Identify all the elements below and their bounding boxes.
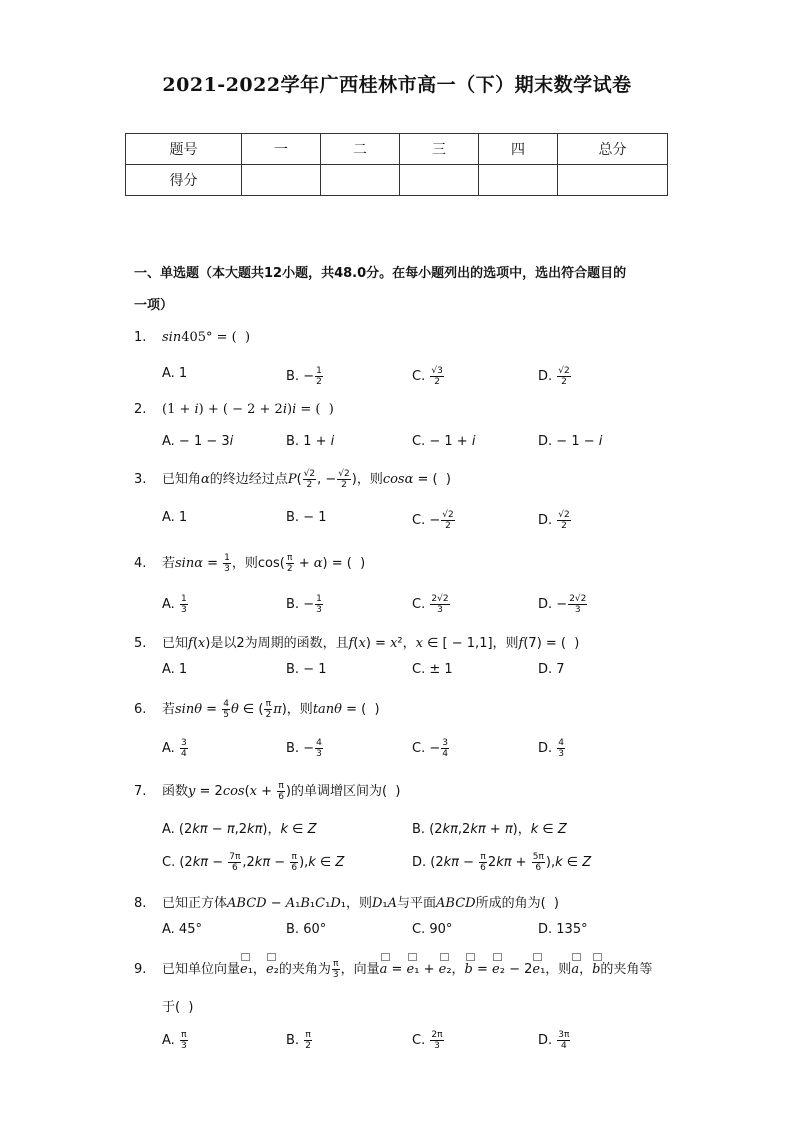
header-cell: 二 xyxy=(321,134,400,165)
score-cell[interactable] xyxy=(558,165,668,196)
question-3: 3. 已知角α的终边经过点P( $\frac{√2}{2}$ , − $\frac{√2}{2}$ )，则cosα = ( ) xyxy=(134,469,451,490)
question-9-cont: 于( ) xyxy=(162,1000,194,1015)
score-cell[interactable] xyxy=(321,165,400,196)
score-cell[interactable] xyxy=(479,165,558,196)
score-table xyxy=(125,133,668,196)
header-cell: 四 xyxy=(479,134,558,165)
question-number: 1. xyxy=(134,330,147,345)
question-6: 6. 若sinθ = $\frac{4}{5}$ θ ∈ ( $\frac{\pi}{2}$ π)，则tanθ = ( ) xyxy=(134,699,380,720)
score-row-label: 得分 xyxy=(126,165,242,196)
header-cell: 总分 xyxy=(558,134,668,165)
question-4: 4. 若sinα = $\frac{1}{3}$ ，则cos( $\frac{\pi}{2}$ + α) = ( ) xyxy=(134,553,366,574)
header-cell: 一 xyxy=(242,134,321,165)
question-5: 5. 已知f(x)是以2为周期的函数，且f(x) = x²，x ∈ [ − 1,1]，则f(7) = ( ) xyxy=(134,636,580,651)
score-table-score-row xyxy=(126,165,668,196)
section-heading-line2: 一项） xyxy=(134,298,174,313)
header-cell: 三 xyxy=(400,134,479,165)
page-title: 2021-2022学年广西桂林市高一（下）期末数学试卷 xyxy=(162,74,632,96)
score-cell[interactable] xyxy=(400,165,479,196)
question-1: 1. sin405° = ( ) xyxy=(134,330,251,345)
question-7: 7. 函数y = 2cos(x + $\frac{\pi}{6}$ )的单调增区间为( ) xyxy=(134,781,401,802)
score-cell[interactable] xyxy=(242,165,321,196)
score-table-header-row xyxy=(126,134,668,165)
section-heading-line1: 一、单选题（本大题共12小题，共48.0分。在每小题列出的选项中，选出符合题目的 xyxy=(134,266,627,281)
question-9: 9. 已知单位向量e₁，e₂的夹角为 $\frac{\pi}{3}$ ，向量a = e₁ + e₂，b = e₂ − 2e₁，则a，b的夹角等 xyxy=(134,959,653,980)
section-heading xyxy=(134,258,674,322)
header-cell: 题号 xyxy=(126,134,242,165)
question-8: 8. 已知正方体ABCD − A₁B₁C₁D₁，则D₁A与平面ABCD所成的角为( ) xyxy=(134,896,560,911)
question-2: 2. (1 + i) + ( − 2 + 2i)i = ( ) xyxy=(134,402,334,417)
